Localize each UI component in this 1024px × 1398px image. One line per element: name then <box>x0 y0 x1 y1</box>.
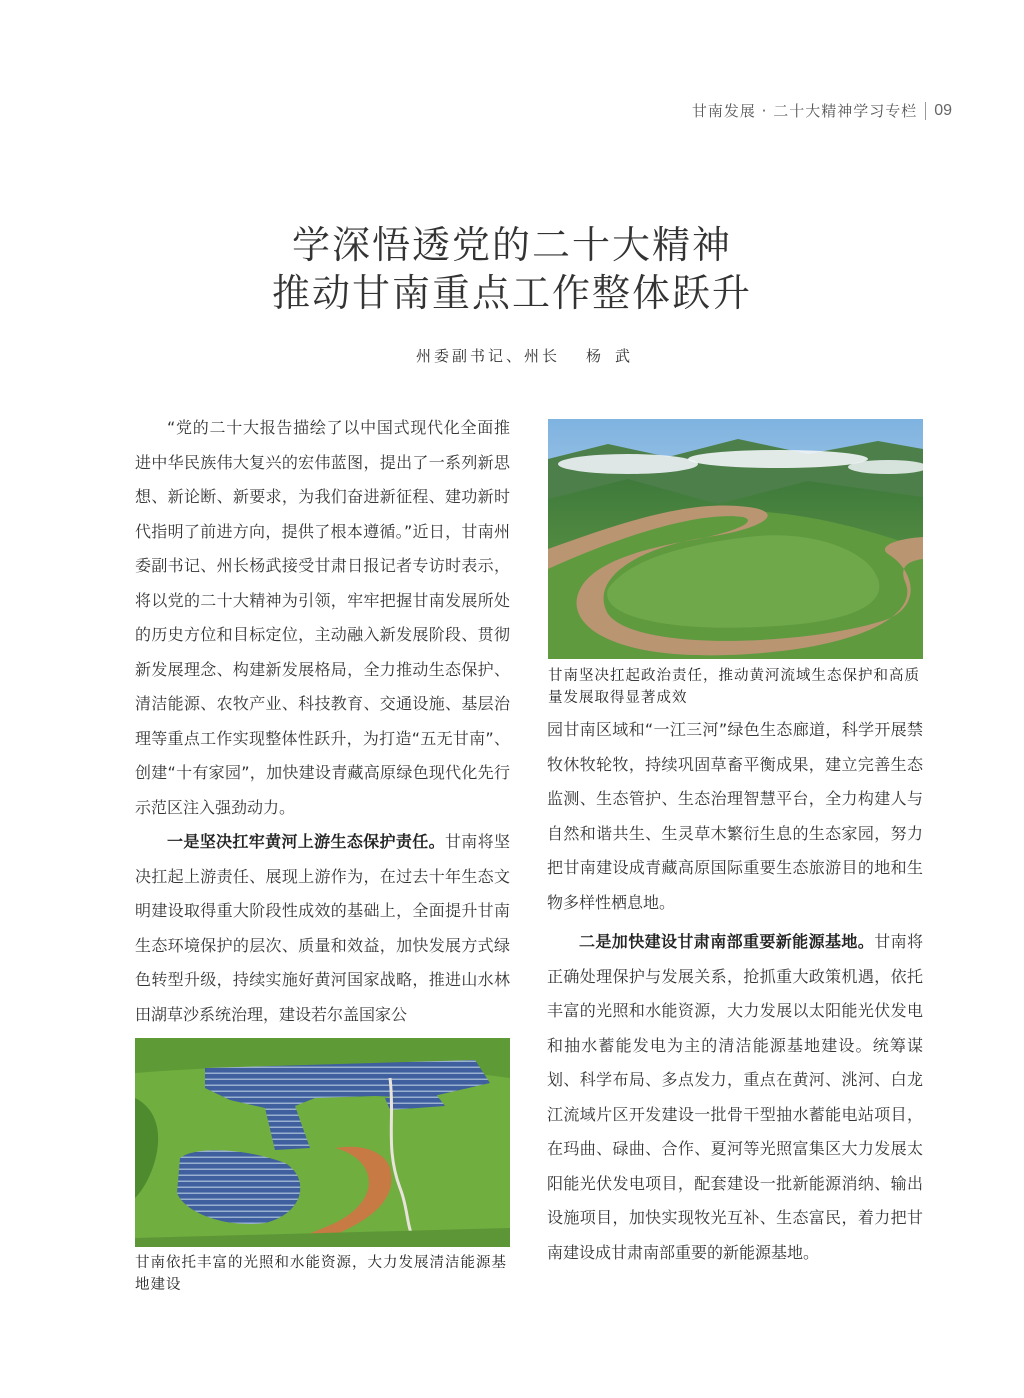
right-column <box>547 713 923 1270</box>
yellow-river-bend-photo <box>548 419 923 659</box>
section1-heading: 一是坚决扛牢黄河上游生态保护责任。 <box>167 832 445 851</box>
section2-heading: 二是加快建设甘肃南部重要新能源基地。 <box>579 932 875 951</box>
solar-farm-photo <box>135 1038 510 1247</box>
byline <box>0 345 1024 366</box>
section1-continuation: 园甘南区域和“一江三河”绿色生态廊道，科学开展禁牧休牧轮牧，持续巩固草畜平衡成果，建立完善生态监测、生态管护、生态治理智慧平台，全力构建人与自然和谐共生、生灵草木繁衍生息的生态家园，努力把甘南建设成青藏高原国际重要生态旅游目的地和生物多样性栖息地。 <box>547 720 923 912</box>
article-title-line2: 推动甘南重点工作整体跃升 <box>271 271 752 315</box>
river-photo-caption: 甘南坚决扛起政治责任，推动黄河流域生态保护和高质量发展取得显著成效 <box>548 668 920 706</box>
intro-paragraph: “党的二十大报告描绘了以中国式现代化全面推进中华民族伟大复兴的宏伟蓝图，提出了一系列新思想、新论断、新要求，为我们奋进新征程、建功新时代指明了前进方向，提供了根本遵循。”近日，甘南州委副书记、州长杨武接受甘肃日报记者专访时表示，将以党的二十大精神为引领，牢牢把握甘南发展所处的历史方位和目标定位，主动融入新发展阶段、贯彻新发展理念、构建新发展格局，全力推动生态保护、清洁能源、农牧产业、科技教育、交通设施、基层治理等重点工作实现整体性跃升，为打造“五无甘南”、创建“十有家园”，加快建设青藏高原绿色现代化先行示范区注入强劲动力。 <box>135 418 510 817</box>
section1-paragraph <box>135 825 510 1032</box>
section2-text: 甘南将正确处理保护与发展关系，抢抓重大政策机遇，依托丰富的光照和水能资源，大力发展以太阳能光伏发电和抽水蓄能发电为主的清洁能源基地建设。统筹谋划、科学布局、多点发力，重点在黄河、洮河、白龙江流域片区开发建设一批骨干型抽水蓄能电站项目，在玛曲、碌曲、合作、夏河等光照富集区大力发展太阳能光伏发电项目，配套建设一批新能源消纳、输出设施项目，加快实现牧光互补、生态富民，着力把甘南建设成甘肃南部重要的新能源基地。 <box>547 932 923 1262</box>
solar-grassland-image <box>135 1038 510 1247</box>
running-header <box>692 100 952 121</box>
river-landscape-image <box>548 419 923 659</box>
section1-text-left: 甘南将坚决扛起上游责任、展现上游作为，在过去十年生态文明建设取得重大阶段性成效的基础上，全面提升甘南生态环境保护的层次、质量和效益，加快发展方式绿色转型升级，持续实施好黄河国家战略，推进山水林田湖草沙系统治理，建设若尔盖国家公 <box>135 832 510 1024</box>
section2-paragraph <box>547 925 923 1270</box>
header-divider <box>925 102 926 120</box>
solar-photo-caption: 甘南依托丰富的光照和水能资源，大力发展清洁能源基地建设 <box>135 1255 507 1293</box>
author-name: 杨武 <box>586 347 645 365</box>
author-position: 州委副书记、州长 <box>415 347 560 365</box>
column-name: 甘南发展 · 二十大精神学习专栏 <box>691 102 918 120</box>
article-title-line1: 学深悟透党的二十大精神 <box>291 223 732 267</box>
left-column <box>135 411 510 1032</box>
page-number: 09 <box>934 101 952 119</box>
